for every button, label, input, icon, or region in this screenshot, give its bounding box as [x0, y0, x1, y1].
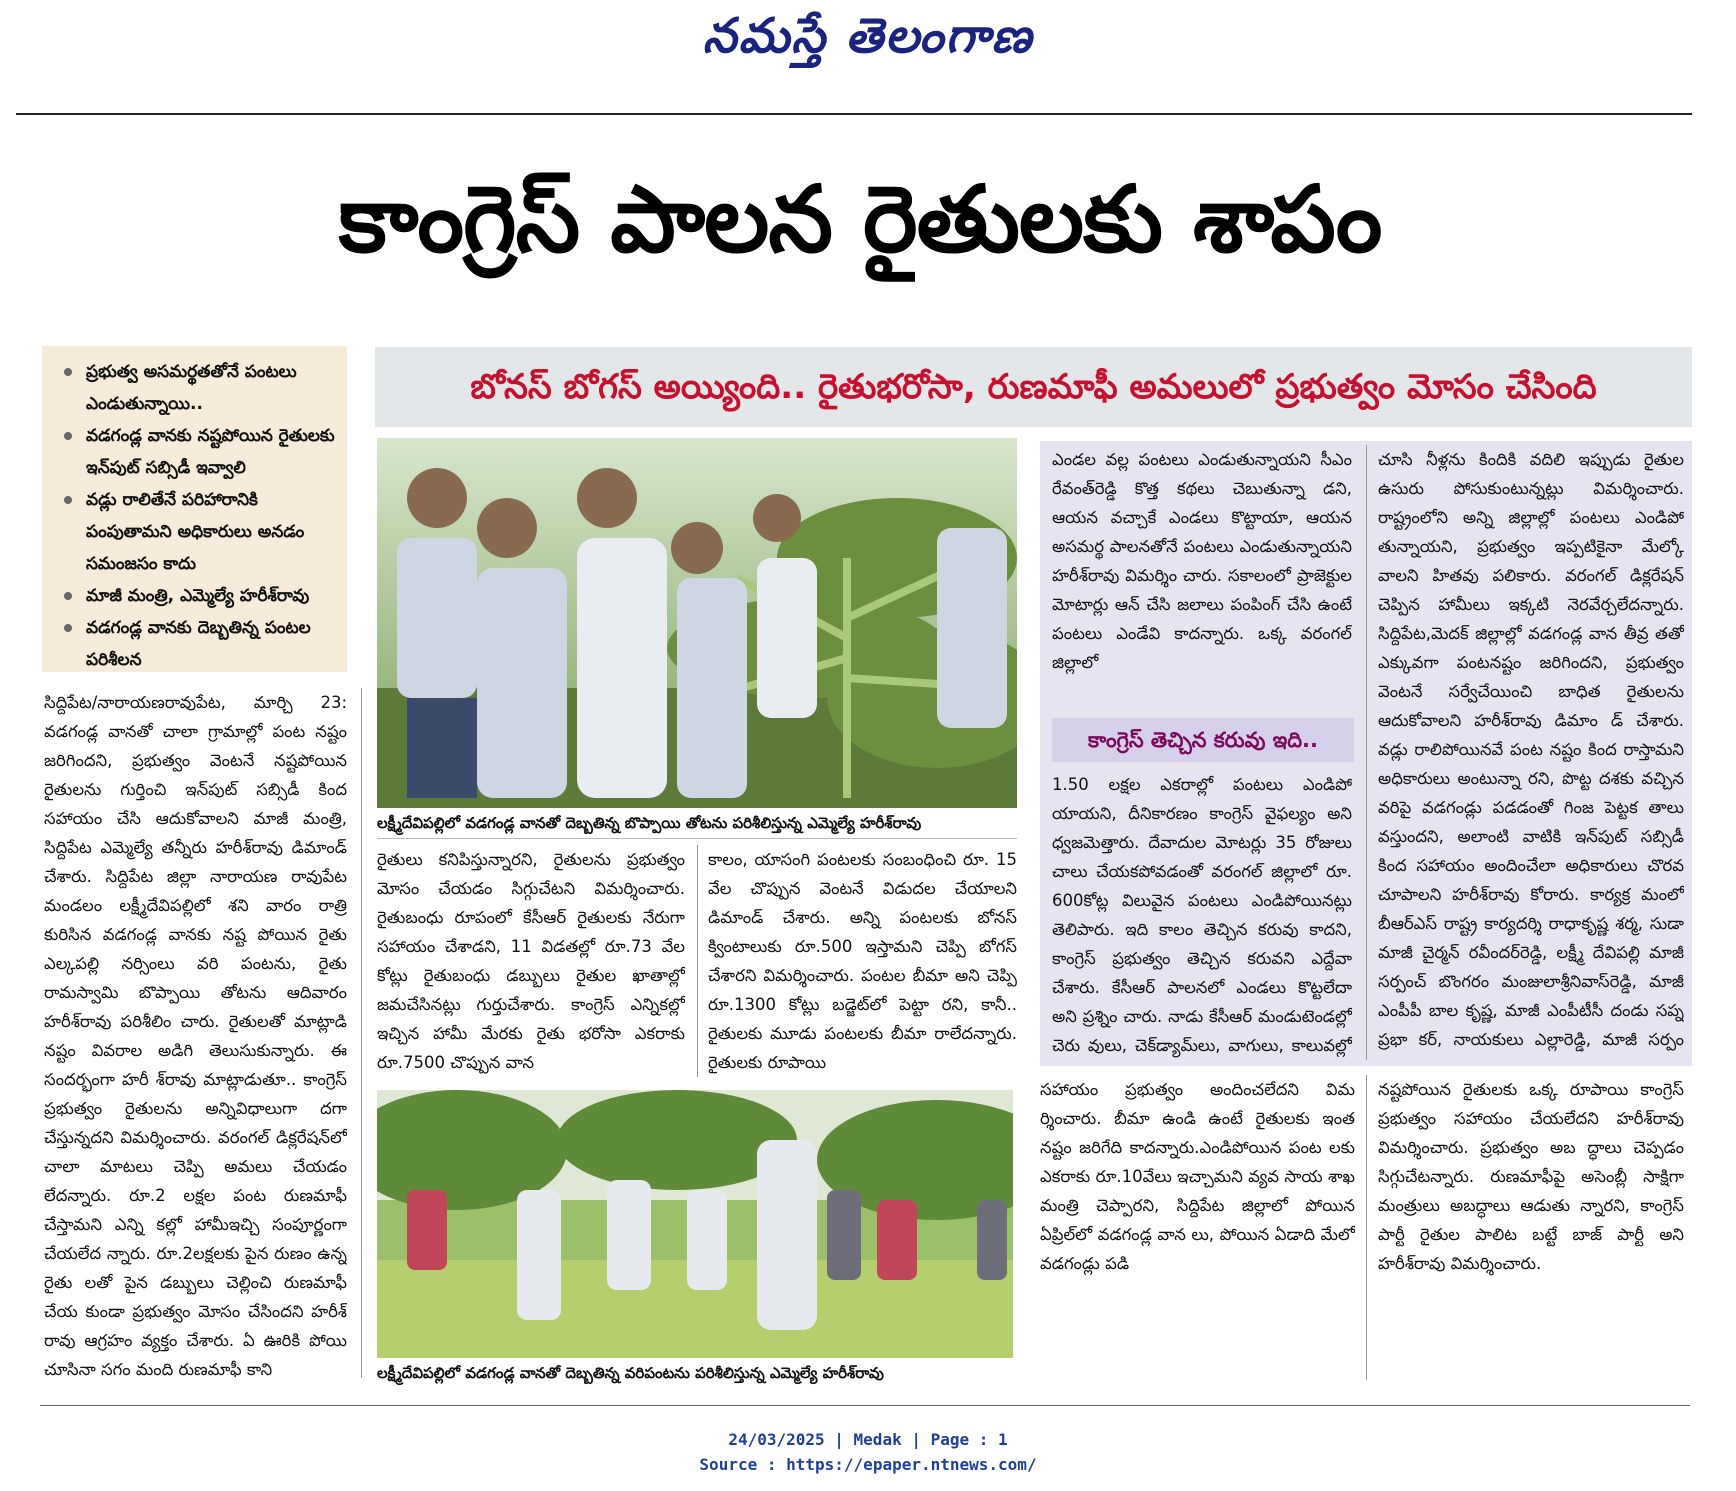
article-text: సిద్దిపేట/నారాయణరావుపేట, మార్చి 23: వడగండ్ల వానతో చాలా గ్రామాల్లో పంట నష్టం జరిగిందని, ప్రభుత్వం వెంటనే నష్టపోయిన రైతులను గుర్తించి ఇన్‌పుట్ సబ్సిడీ కింద సహాయం చేసి ఆదుకోవాలని మాజీ మంత్రి, సిద్దిపేట ఎమ్మెల్యే తన్నీరు హరీశ్‌రావు డిమాండ్ చేశారు. సిద్దిపేట జిల్లా నారాయణ రావుపేట మండలం లక్ష్మీదేవిపల్లిలో శని వారం రాత్రి కురిసిన వడగండ్ల వానకు నష్ట పోయిన రైతు ఎల్కపల్లి నర్సింలు వరి పంటను, రైతు రామస్వామి బొప్పాయి తోటను ఆదివారం హరీశ్‌రావు పరిశీలిం చారు. రైతులతో మాట్లాడి నష్టం వివరాల అడిగి తెలుసుకున్నారు. ఈ సందర్భంగా హరీ శ్‌రావు మాట్లాడుతూ.. కాంగ్రెస్ ప్రభుత్వం రైతులను అన్నివిధాలుగా దగా చేస్తున్నదని విమర్శించారు. వరంగల్ డిక్లరేషన్‌లో చాలా మాటలు చెప్పి అమలు చేయడం లేదన్నారు. రూ.2 లక్షల పంట రుణమాఫీ చేస్తామని ఎన్ని కల్లో హామీఇచ్చి సంపూర్ణంగా చేయలేద న్నారు. రూ.2లక్షలకు పైన రుణం ఉన్న రైతు లతో పైన డబ్బులు చెల్లించి రుణమాఫీ చేయ కుండా ప్రభుత్వం మోసం చేసిందని హరీశ్ రావు ఆగ్రహం వ్యక్తం చేశారు. ఏ ఊరికి పోయి చూసినా సగం మంది రుణమాఫీ కాని [44, 693, 347, 1378]
paddy-field-photo [377, 1090, 1013, 1358]
article-text: ఎండల వల్ల పంటలు ఎండుతున్నాయని సీఎం రేవంత్‌రెడ్డి కొత్త కథలు చెబుతున్నా డని, ఆయన వచ్చాకే ఎండలు కొట్టాయా, ఆయన అసమర్థ పాలనతోనే పంటలు ఎండుతున్నాయని హరీశ్‌రావు విమర్శిం చారు. సకాలంలో ప్రాజెక్టుల మోటార్లు ఆన్ చేసి జలాలు పంపింగ్ చేసి ఉంటే పంటలు ఎండేవి కాదన్నారు. ఒక్క వరంగల్ జిల్లాలో [1052, 450, 1352, 672]
highlight-item: మాజీ మంత్రి, ఎమ్మెల్యే హరీశ్‌రావు [58, 580, 339, 612]
article-column-4-mid [1052, 770, 1352, 1060]
article-column-5-bottom [1378, 1075, 1684, 1380]
article-text: రైతులు కనిపిస్తున్నారని, రైతులను ప్రభుత్వం మోసం చేయడం సిగ్గుచేటని విమర్శించారు. రైతుబంధు రూపంలో కేసీఆర్ రైతులకు నేరుగా సహాయం చేశాడని, 11 విడతల్లో రూ.73 వేల కోట్లు రైతుబంధు డబ్బులు రైతుల ఖాతాల్లో జమచేసినట్లు గుర్తుచేశారు. కాంగ్రెస్ ఎన్నికల్లో ఇచ్చిన హామీ మేరకు రైతు భరోసా ఎకరాకు రూ.7500 చొప్పున వాన [377, 850, 685, 1072]
article-text: నష్టపోయిన రైతులకు ఒక్క రూపాయి కాంగ్రెస్ ప్రభుత్వం సహాయం చేయలేదని హరీశ్‌రావు విమర్శించారు. ప్రభుత్వం అబ ద్ధాలు చెప్పడం సిగ్గుచేటన్నారు. రుణమాఫీపై అసెంబ్లీ సాక్షిగా మంత్రులు అబద్ధాలు ఆడుతు న్నారని, కాంగ్రెస్ పార్టీ రైతుల పాలిట బట్టే బాజ్ పార్టీ అని హరీశ్‌రావు విమర్శించారు. [1378, 1080, 1684, 1273]
masthead-logo: నమస్తే తెలంగాణ [702, 8, 1034, 64]
highlights-box [42, 346, 347, 672]
column-divider [697, 845, 698, 1077]
highlight-item: వడగండ్ల వానకు దెబ్బతిన్న పంటల పరిశీలన [58, 612, 339, 676]
article-text: 1.50 లక్షల ఎకరాల్లో పంటలు ఎండిపో యాయని, దీనికారణం కాంగ్రెస్ వైఫల్యం అని ధ్వజమెత్తారు. దేవాదుల మోటర్లు 35 రోజులు చాలు చేయకపోవడంతో వరంగల్ జిల్లాలో రూ. 600కోట్ల విలువైన పంటలు ఎండిపోయినట్లు తెలిపారు. ఇది కాలం తెచ్చిన కరువు కాదని, కాంగ్రెస్ ప్రభుత్వం తెచ్చిన కరువని ఎద్దేవా చేశారు. కేసీఆర్ పాలనలో ఎండలు కొట్టలేదా అని ప్రశ్నిం చారు. నాడు కేసీఆర్ మండుటెండల్లో చెరు వులు, చెక్‌డ్యామ్‌లు, వాగులు, కాలువల్లో [1052, 775, 1352, 1055]
footer-date-edition: 24/03/2025 | Medak | Page : 1 [728, 1430, 1008, 1449]
article-column-1 [44, 688, 347, 1378]
boxed-heading: కాంగ్రెస్ తెచ్చిన కరువు ఇది.. [1052, 718, 1354, 762]
highlight-item: వడగండ్ల వానకు నష్టపోయిన రైతులకు ఇన్‌పుట్ సబ్సిడీ ఇవ్వాలి [58, 420, 339, 484]
photo-caption: లక్ష్మీదేవిపల్లిలో వడగండ్ల వానతో దెబ్బతిన్న బొప్పాయి తోటను పరిశీలిస్తున్న ఎమ్మెల్యే హరీశ్‌రావు [377, 810, 1017, 839]
article-column-2 [377, 845, 685, 1077]
highlight-item: వడ్లు రాలితేనే పరిహారానికి పంపుతామని అధికారులు అనడం సమంజసం కాదు [58, 484, 339, 580]
footer-source: Source : https://epaper.ntnews.com/ [699, 1455, 1037, 1474]
article-column-3 [708, 845, 1017, 1077]
bottom-rule [40, 1405, 1690, 1406]
top-rule [16, 113, 1692, 115]
photo-caption: లక్ష్మీదేవిపల్లిలో వడగండ్ల వానతో దెబ్బతిన్న వరిపంటను పరిశీలిస్తున్న ఎమ్మెల్యే హరీశ్‌రావు [377, 1364, 884, 1382]
column-divider [1366, 445, 1367, 1060]
article-column-4-top [1052, 445, 1352, 715]
highlight-item: ప్రభుత్వ అసమర్థతతోనే పంటలు ఎండుతున్నాయి.. [58, 356, 339, 420]
column-divider [361, 688, 362, 1378]
article-column-4-bottom [1040, 1075, 1355, 1380]
column-divider [1366, 1075, 1367, 1380]
article-text: కాలం, యాసంగి పంటలకు సంబంధించి రూ. 15 వేల చొప్పున వెంటనే విడుదల చేయాలని డిమాండ్ చేశారు. అన్ని పంటలకు బోనస్ క్వింటాలుకు రూ.500 ఇస్తామని చెప్పి బోగస్ చేశారని విమర్శించారు. పంటల బీమా అని చెప్పి రూ.1300 కోట్లు బడ్జెట్‌లో పెట్టా రని, కానీ.. రైతులకు మూడు పంటలకు బీమా రాలేదన్నారు. రైతులకు రూపాయి [708, 850, 1017, 1072]
headline: కాంగ్రెస్ పాలన రైతులకు శాపం [338, 166, 1382, 273]
article-text: సహాయం ప్రభుత్వం అందించలేదని విమ ర్శించారు. బీమా ఉండి ఉంటే రైతులకు ఇంత నష్టం జరిగేది కాదన్నారు.ఎండిపోయిన పంట లకు ఎకరాకు రూ.10వేలు ఇచ్చామని వ్యవ సాయ శాఖ మంత్రి చెప్పారని, సిద్దిపేట జిల్లాలో పోయిన ఏప్రిల్‌లో వడగండ్ల వాన లు, పోయిన ఏడాది మేలో వడగండ్లు పడి [1040, 1080, 1355, 1273]
papaya-field-photo [377, 438, 1017, 808]
article-text: చూసి నీళ్లను కిందికి వదిలి ఇప్పుడు రైతుల ఉసురు పోసుకుంటున్నట్లు విమర్శించారు. రాష్ట్రంలోని అన్ని జిల్లాల్లో పంటలు ఎండిపో తున్నాయని, ప్రభుత్వం ఇప్పటికైనా మేల్కో వాలని హితవు పలికారు. వరంగల్ డిక్లరేషన్ చెప్పిన హామీలు ఇక్కటి నెరవేర్చలేదన్నారు. సిద్దిపేట,మెదక్ జిల్లాల్లో వడగండ్ల వాన తీవ్ర తతో ఎక్కువగా పంటనష్టం జరిగిందని, ప్రభుత్వం వెంటనే సర్వేచేయించి బాధిత రైతులను ఆదుకోవాలని హరీశ్‌రావు డిమాం డ్ చేశారు. వడ్లు రాలిపోయినవే పంట నష్టం కింద రాస్తామని అధికారులు అంటున్నా రని, పొట్ట దశకు వచ్చిన వరిపై వడగండ్లు పడడంతో గింజ పెట్టక తాలు వస్తుందని, అలాంటి వాటికి ఇన్‌పుట్ సబ్సిడీ కింద సహాయం అందించేలా అధికారులు చొరవ చూపాలని హరీశ్‌రావు కోరారు. కార్యక్ర మంలో బీఆర్‌ఎస్ రాష్ట్ర కార్యదర్శి రాధాకృష్ణ శర్మ, సుడా మాజీ చైర్మన్ రవీందర్‌రెడ్డి, లక్ష్మీ దేవిపల్లి మాజీ సర్పంచ్ బొంగరం మంజులాశ్రీనివాస్‌రెడ్డి, మాజీ ఎంపీపీ బాల కృష్ణ, మాజీ ఎంపీటీసీ దండు సప్న ప్రభా కర్, నాయకులు ఎల్లారెడ్డి, మాజీ సర్పం [1378, 450, 1684, 1049]
article-column-5-top [1378, 445, 1684, 1060]
subheadline: బోనస్ బోగస్ అయ్యింది.. రైతుభరోసా, రుణమాఫీ అమలులో ప్రభుత్వం మోసం చేసింది [375, 347, 1692, 427]
